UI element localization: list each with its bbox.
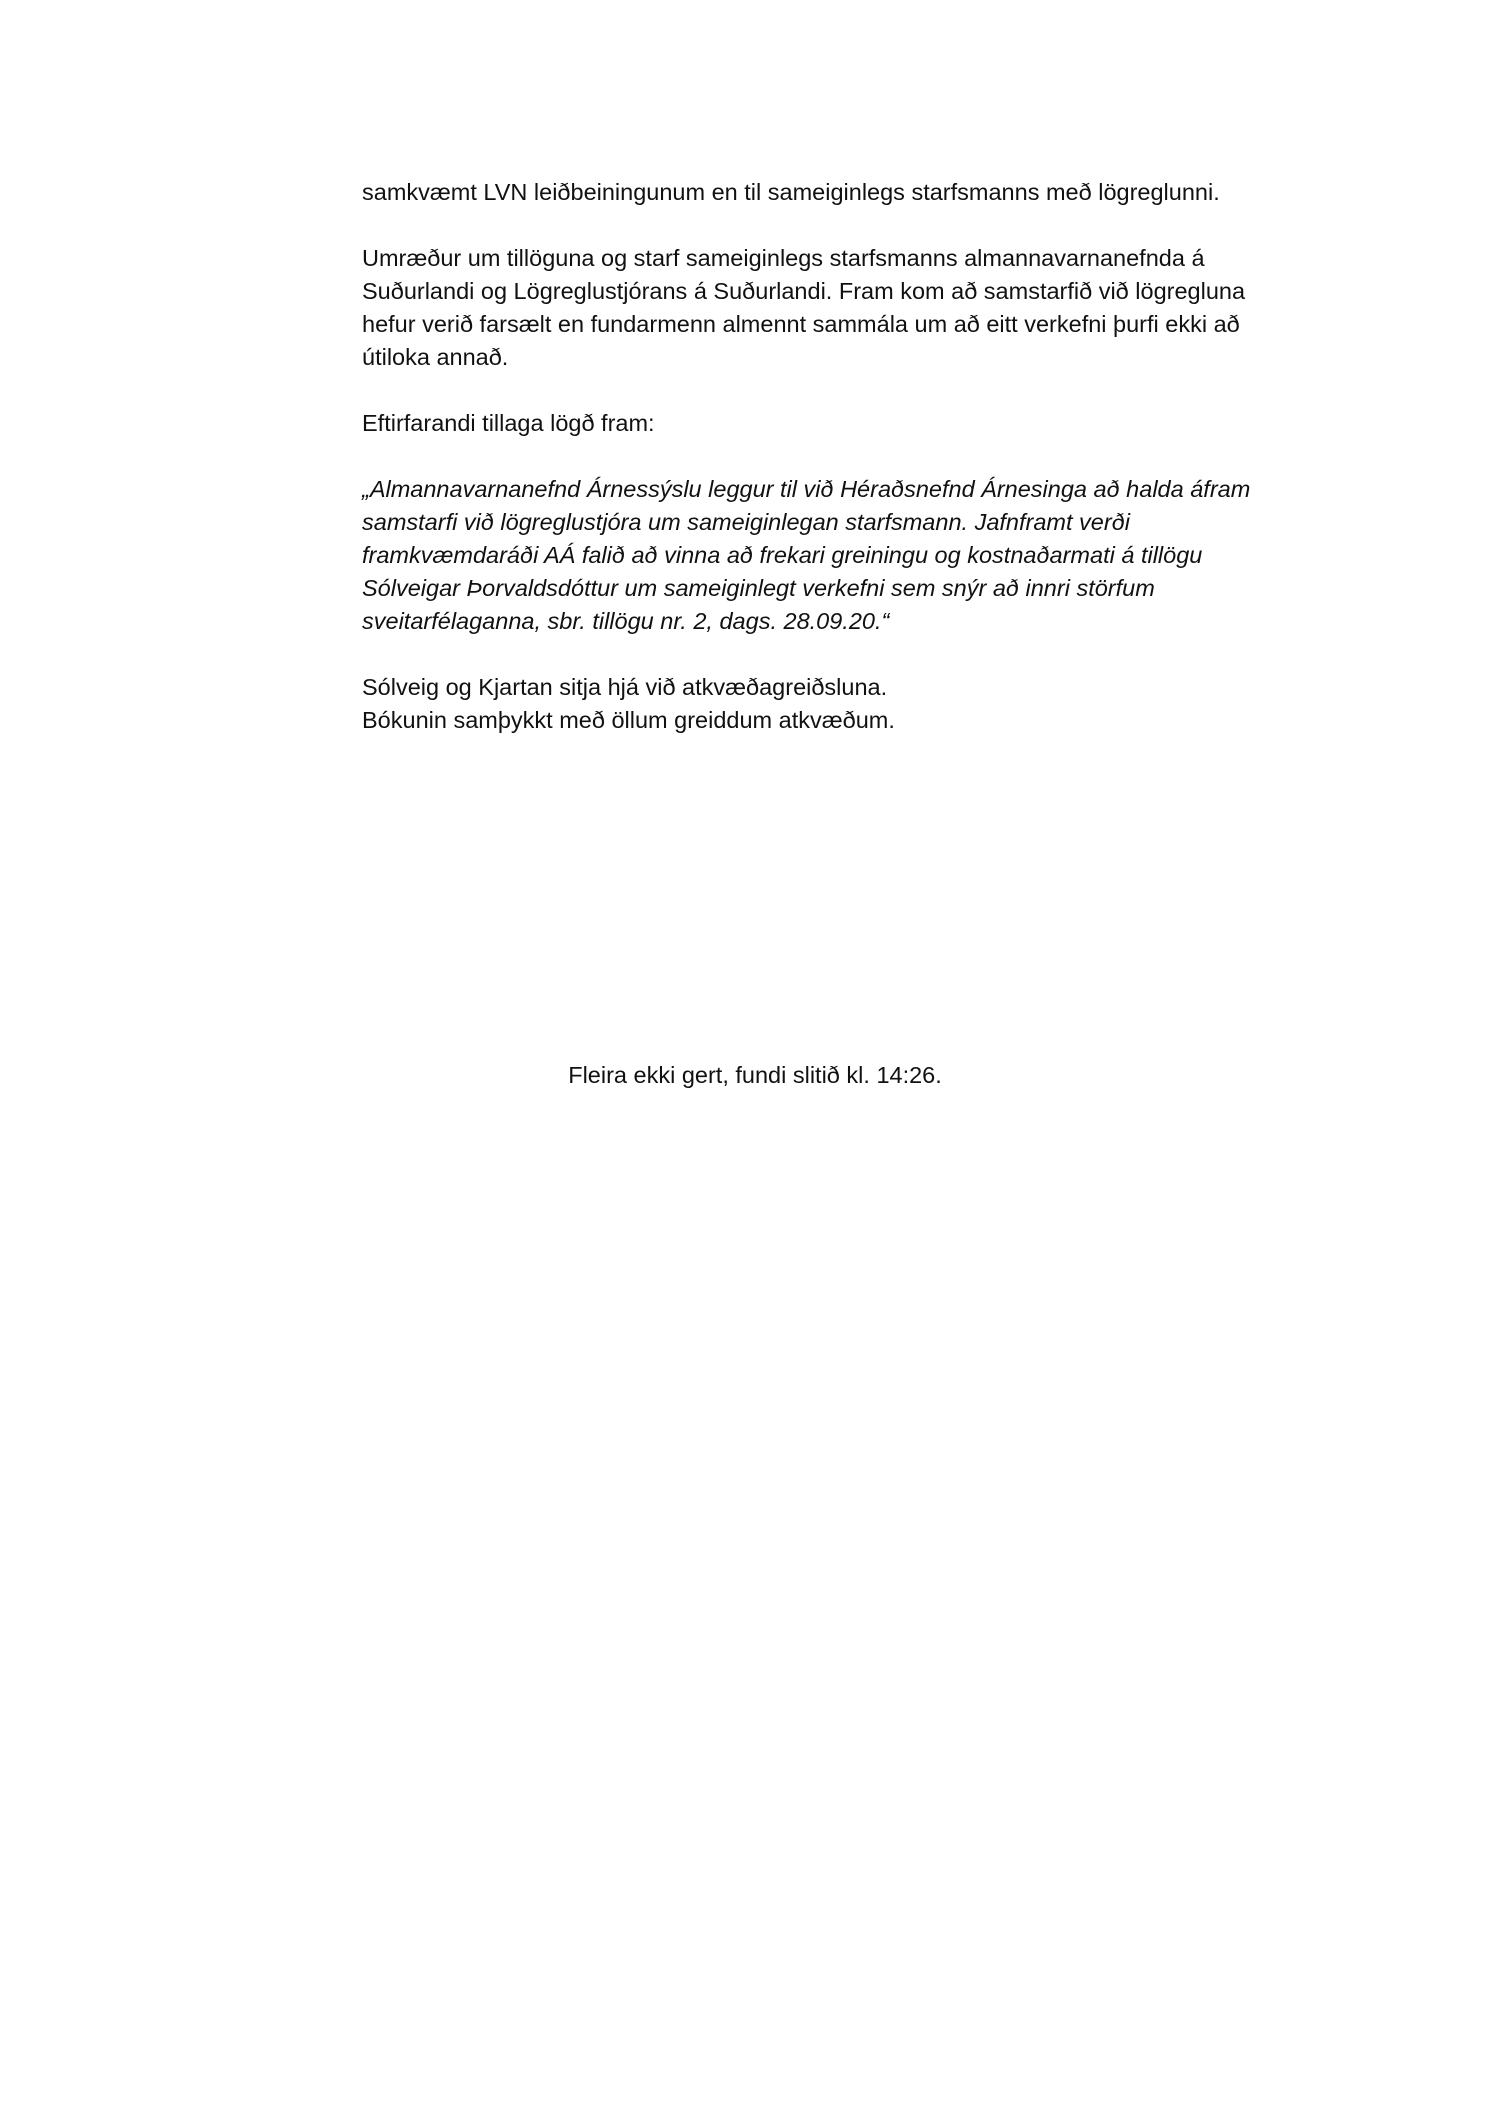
text-line: „Almannavarnanefnd Árnessýslu leggur til við Héraðsnefnd Árnesinga að halda áfram: [362, 476, 1251, 502]
paragraph-proposal-quote: [362, 473, 1342, 638]
text-line: Eftirfarandi tillaga lögð fram:: [362, 410, 655, 436]
text-line: Bókunin samþykkt með öllum greiddum atkvæðum.: [362, 707, 895, 733]
text-line: samstarfi við lögreglustjóra um sameiginlegan starfsmann. Jafnframt verði: [362, 509, 1130, 535]
meeting-closing-line: Fleira ekki gert, fundi slitið kl. 14:26.: [568, 1062, 942, 1088]
document-body: [362, 176, 1342, 770]
text-line: Sólveigar Þorvaldsdóttur um sameiginlegt verkefni sem snýr að innri störfum: [362, 575, 1155, 601]
paragraph-vote-result: [362, 671, 1342, 737]
text-line: framkvæmdaráði AÁ falið að vinna að frekari greiningu og kostnaðarmati á tillögu: [362, 542, 1203, 568]
paragraph-lvn-guidelines: [362, 176, 1342, 209]
paragraph-proposal-intro: [362, 407, 1342, 440]
text-line: hefur verið farsælt en fundarmenn almennt sammála um að eitt verkefni þurfi ekki að: [362, 311, 1240, 337]
text-line: Suðurlandi og Lögreglustjórans á Suðurlandi. Fram kom að samstarfið við lögregluna: [362, 278, 1246, 304]
text-line: sveitarfélaganna, sbr. tillögu nr. 2, dags. 28.09.20.“: [362, 608, 890, 634]
text-line: samkvæmt LVN leiðbeiningunum en til sameiginlegs starfsmanns með lögreglunni.: [362, 179, 1220, 205]
text-line: útiloka annað.: [362, 344, 509, 370]
paragraph-discussion: [362, 242, 1342, 374]
text-line: Sólveig og Kjartan sitja hjá við atkvæðagreiðsluna.: [362, 674, 888, 700]
text-line: Umræður um tillöguna og starf sameiginlegs starfsmanns almannavarnanefnda á: [362, 245, 1205, 271]
